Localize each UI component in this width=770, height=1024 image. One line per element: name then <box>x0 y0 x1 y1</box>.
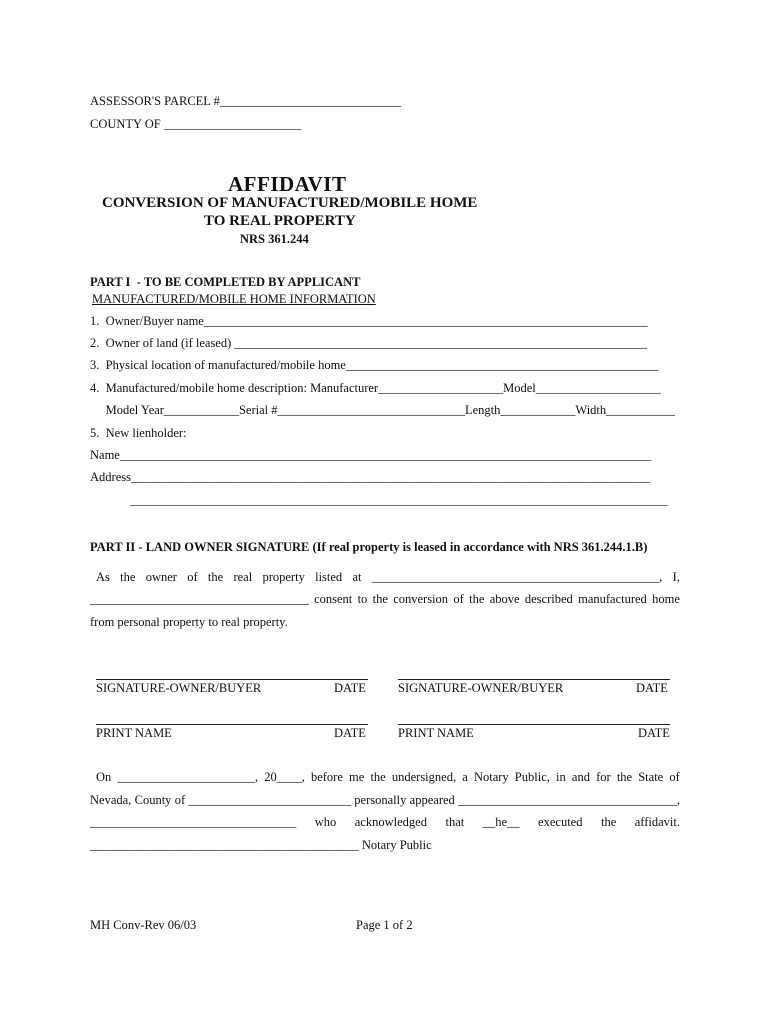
print-name-1-line[interactable] <box>96 724 368 725</box>
consent-word: I, <box>672 570 680 584</box>
statute-reference: NRS 361.244 <box>240 232 309 246</box>
model-year-serial-field[interactable]: Model Year____________Serial #______________________________Length____________Width___________ <box>90 403 675 417</box>
consent-word: manufactured <box>578 592 647 606</box>
page-number: Page 1 of 2 <box>356 918 413 932</box>
notary-word: undersigned, <box>391 770 457 784</box>
notary-appeared-name-field[interactable]: ___________________________________, <box>458 793 680 807</box>
notary-word: and <box>571 770 590 784</box>
lienholder-address-line2-field[interactable]: ______________________________________________________________________________________ <box>130 493 668 507</box>
consent-word: of <box>453 592 464 606</box>
notary-word: appeared <box>409 793 455 807</box>
notary-word: County <box>134 793 172 807</box>
notary-word: of <box>174 793 186 807</box>
notary-word: of <box>669 770 680 784</box>
consent-word: described <box>524 592 573 606</box>
consenting-owner-name-field[interactable]: ___________________________________ <box>90 592 309 606</box>
part1-subheading: MANUFACTURED/MOBILE HOME INFORMATION <box>92 292 376 306</box>
county-field[interactable]: COUNTY OF ______________________ <box>90 117 302 131</box>
consent-word: the <box>469 592 485 606</box>
new-lienholder-label: 5. New lienholder: <box>90 426 187 440</box>
notary-line-2 <box>90 793 680 807</box>
print-name-2-line[interactable] <box>398 724 670 725</box>
notary-word: Notary <box>473 770 509 784</box>
print-name-1-label: PRINT NAME <box>96 726 172 740</box>
document-subtitle-line1: CONVERSION OF MANUFACTURED/MOBILE HOME <box>102 195 478 211</box>
notary-word: Nevada, <box>90 793 132 807</box>
notary-word: On <box>96 770 112 784</box>
consent-word: to <box>357 592 368 606</box>
notary-word: in <box>556 770 566 784</box>
notary-word: me <box>349 770 365 784</box>
physical-location-field[interactable]: 3. Physical location of manufactured/mobile home__________________________________________________ <box>90 358 659 372</box>
owner-buyer-name-field[interactable]: 1. Owner/Buyer name_______________________________________________________________________ <box>90 314 648 328</box>
home-description-field[interactable]: 4. Manufactured/mobile home description: Manufacturer____________________Model____________________ <box>90 381 661 395</box>
signature-owner-buyer-1-line[interactable] <box>96 679 368 680</box>
notary-line-3 <box>90 815 680 829</box>
property-address-field[interactable]: ______________________________________________, <box>371 570 663 584</box>
notary-pronoun-field[interactable]: __he__ <box>482 815 520 829</box>
consent-word: listed <box>315 570 343 584</box>
consent-word: above <box>489 592 520 606</box>
land-owner-field[interactable]: 2. Owner of land (if leased) __________________________________________________________________ <box>90 336 647 350</box>
signature-owner-buyer-2-label: SIGNATURE-OWNER/BUYER <box>398 681 564 695</box>
notary-year-field[interactable]: 20____, <box>264 770 305 784</box>
notary-word: the <box>600 815 617 829</box>
notary-word: executed <box>538 815 583 829</box>
consent-line-2 <box>90 592 680 606</box>
part2-heading: PART II - LAND OWNER SIGNATURE (If real property is leased in accordance with NRS 361.244.1.B) <box>90 540 648 554</box>
consent-word: consent <box>314 592 353 606</box>
consent-word: conversion <box>393 592 449 606</box>
consent-word: the <box>372 592 388 606</box>
notary-word: State <box>638 770 664 784</box>
notary-word: before <box>310 770 343 784</box>
consent-word: at <box>352 570 362 584</box>
print-name-date-1-label: DATE <box>334 726 366 740</box>
part1-heading: PART I - TO BE COMPLETED BY APPLICANT <box>90 275 361 289</box>
notary-word: that <box>445 815 465 829</box>
form-revision-id: MH Conv-Rev 06/03 <box>90 918 197 932</box>
notary-acknowledger-field[interactable]: _________________________________ <box>90 815 297 829</box>
print-name-2-label: PRINT NAME <box>398 726 474 740</box>
notary-word: personally <box>354 793 407 807</box>
notary-day-field[interactable]: ______________________, <box>117 770 259 784</box>
notary-word: the <box>616 770 633 784</box>
document-title: AFFIDAVIT <box>228 172 347 196</box>
consent-word: real <box>233 570 253 584</box>
notary-word: acknowledged <box>354 815 427 829</box>
notary-word: a <box>462 770 468 784</box>
signature-date-1-label: DATE <box>334 681 366 695</box>
consent-line-3: from personal property to real property. <box>90 615 288 629</box>
notary-word: for <box>596 770 611 784</box>
notary-word: who <box>314 815 337 829</box>
signature-owner-buyer-1-label: SIGNATURE-OWNER/BUYER <box>96 681 262 695</box>
notary-word: affidavit. <box>634 815 680 829</box>
consent-word: owner <box>145 570 177 584</box>
consent-word: the <box>120 570 136 584</box>
consent-word: As <box>96 570 110 584</box>
notary-word: the <box>370 770 386 784</box>
notary-county-field[interactable]: __________________________ <box>188 793 351 807</box>
lienholder-address-field[interactable]: Address___________________________________________________________________________________ <box>90 470 650 484</box>
assessors-parcel-field[interactable]: ASSESSOR'S PARCEL #_____________________________ <box>90 94 402 108</box>
signature-date-2-label: DATE <box>636 681 668 695</box>
signature-owner-buyer-2-line[interactable] <box>398 679 670 680</box>
consent-word: of <box>187 570 198 584</box>
notary-public-signature-field[interactable]: ___________________________________________ Notary Public <box>90 838 432 852</box>
notary-word: Public, <box>514 770 550 784</box>
notary-line-1 <box>96 770 680 784</box>
consent-word: home <box>652 592 680 606</box>
consent-word: the <box>207 570 224 584</box>
print-name-date-2-label: DATE <box>638 726 670 740</box>
consent-word: property <box>262 570 305 584</box>
lienholder-name-field[interactable]: Name_____________________________________________________________________________________ <box>90 448 652 462</box>
document-subtitle-line2: TO REAL PROPERTY <box>204 213 356 229</box>
consent-line-1 <box>96 570 680 584</box>
